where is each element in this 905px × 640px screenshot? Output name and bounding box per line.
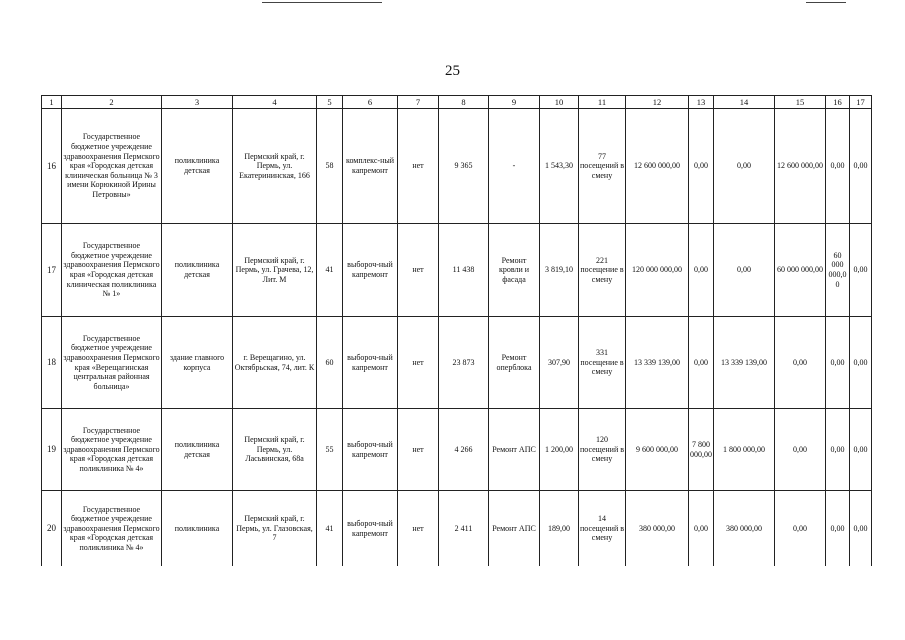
cell-col7: нет [398,224,439,317]
cell-col16: 0,00 [826,409,850,491]
cell-col7: нет [398,409,439,491]
cell-col13: 0,00 [689,109,714,224]
cell-col10: 1 200,00 [540,409,579,491]
area: 23 873 [439,317,489,409]
table-row [42,317,872,409]
institution-name: Государственное бюджетное учреждение здравоохранения Пермского края «Верещагинская центральная районная больница» [62,317,162,409]
address: г. Верещагино, ул. Октябрьская, 74, лит. К [233,317,317,409]
header-cell: 10 [540,96,579,109]
page-number: 25 [445,63,460,79]
header-cell: 15 [775,96,826,109]
cell-col17: 0,00 [850,491,872,567]
header-cell: 5 [317,96,343,109]
table-row [42,409,872,491]
cell-col10: 3 819,10 [540,224,579,317]
building-type: здание главного корпуса [162,317,233,409]
building-type: поликлиника детская [162,409,233,491]
repair-type: выбороч-ный капремонт [343,491,398,567]
row-number: 17 [42,224,62,317]
repair-type: комплекс-ный капремонт [343,109,398,224]
cell-col14: 380 000,00 [714,491,775,567]
cell-col16: 0,00 [826,109,850,224]
cell-col17: 0,00 [850,109,872,224]
top-edge-line-right [806,2,846,3]
building-age: 41 [317,224,343,317]
cell-col15: 0,00 [775,491,826,567]
work-description: Ремонт кровли и фасада [489,224,540,317]
header-cell: 6 [343,96,398,109]
total-cost: 13 339 139,00 [626,317,689,409]
top-edge-line-left [262,2,382,3]
table-row [42,109,872,224]
building-type: поликлиника [162,491,233,567]
cell-col15: 60 000 000,00 [775,224,826,317]
building-type: поликлиника детская [162,224,233,317]
header-cell: 16 [826,96,850,109]
cell-col14: 1 800 000,00 [714,409,775,491]
row-number: 19 [42,409,62,491]
cell-col17: 0,00 [850,409,872,491]
cell-col7: нет [398,317,439,409]
cell-col7: нет [398,109,439,224]
cell-col16: 0,00 [826,491,850,567]
capital-repair-table [41,95,872,566]
area: 9 365 [439,109,489,224]
row-number: 16 [42,109,62,224]
header-cell: 12 [626,96,689,109]
header-cell: 11 [579,96,626,109]
cell-col13: 0,00 [689,317,714,409]
area: 11 438 [439,224,489,317]
header-cell: 13 [689,96,714,109]
building-age: 60 [317,317,343,409]
cell-col15: 0,00 [775,317,826,409]
total-cost: 12 600 000,00 [626,109,689,224]
table-row [42,491,872,567]
address: Пермский край, г. Пермь, ул. Ласьвинская, 68а [233,409,317,491]
header-cell: 7 [398,96,439,109]
capacity: 77 посещений в смену [579,109,626,224]
header-cell: 17 [850,96,872,109]
cell-col15: 12 600 000,00 [775,109,826,224]
capacity: 14 посещений в смену [579,491,626,567]
work-description: Ремонт АПС [489,409,540,491]
cell-col14: 13 339 139,00 [714,317,775,409]
address: Пермский край, г. Пермь, ул. Глазовская, 7 [233,491,317,567]
area: 2 411 [439,491,489,567]
header-cell: 9 [489,96,540,109]
institution-name: Государственное бюджетное учреждение здравоохранения Пермского края «Городская детская клиническая больница № 3 имени Корюкиной Ирины Петровны» [62,109,162,224]
repair-type: выбороч-ный капремонт [343,224,398,317]
capacity: 221 посещение в смену [579,224,626,317]
column-number-row [42,96,872,109]
work-description: Ремонт АПС [489,491,540,567]
address: Пермский край, г. Пермь, ул. Грачева, 12, Лит. М [233,224,317,317]
building-age: 41 [317,491,343,567]
building-type: поликлиника детская [162,109,233,224]
cell-col14: 0,00 [714,224,775,317]
header-cell: 4 [233,96,317,109]
row-number: 18 [42,317,62,409]
header-cell: 8 [439,96,489,109]
header-cell: 1 [42,96,62,109]
total-cost: 9 600 000,00 [626,409,689,491]
table-row [42,224,872,317]
address: Пермский край, г. Пермь, ул. Екатерининская, 166 [233,109,317,224]
cell-col17: 0,00 [850,224,872,317]
repair-type: выбороч-ный капремонт [343,409,398,491]
header-cell: 14 [714,96,775,109]
capacity: 331 посещение в смену [579,317,626,409]
institution-name: Государственное бюджетное учреждение здравоохранения Пермского края «Городская детская поликлиника № 4» [62,491,162,567]
cell-col16: 0,00 [826,317,850,409]
cell-col15: 0,00 [775,409,826,491]
building-age: 55 [317,409,343,491]
header-cell: 2 [62,96,162,109]
work-description: - [489,109,540,224]
cell-col17: 0,00 [850,317,872,409]
cell-col13: 0,00 [689,491,714,567]
institution-name: Государственное бюджетное учреждение здравоохранения Пермского края «Городская детская клиническая поликлиника № 1» [62,224,162,317]
work-description: Ремонт оперблока [489,317,540,409]
cell-col10: 307,90 [540,317,579,409]
cell-col13: 7 800 000,00 [689,409,714,491]
cell-col7: нет [398,491,439,567]
cell-col16: 60 000 000,00 [826,224,850,317]
row-number: 20 [42,491,62,567]
cell-col14: 0,00 [714,109,775,224]
cell-col13: 0,00 [689,224,714,317]
cell-col10: 1 543,30 [540,109,579,224]
capacity: 120 посещений в смену [579,409,626,491]
cell-col10: 189,00 [540,491,579,567]
area: 4 266 [439,409,489,491]
total-cost: 120 000 000,00 [626,224,689,317]
building-age: 58 [317,109,343,224]
repair-type: выбороч-ный капремонт [343,317,398,409]
institution-name: Государственное бюджетное учреждение здравоохранения Пермского края «Городская детская поликлиника № 4» [62,409,162,491]
header-cell: 3 [162,96,233,109]
total-cost: 380 000,00 [626,491,689,567]
